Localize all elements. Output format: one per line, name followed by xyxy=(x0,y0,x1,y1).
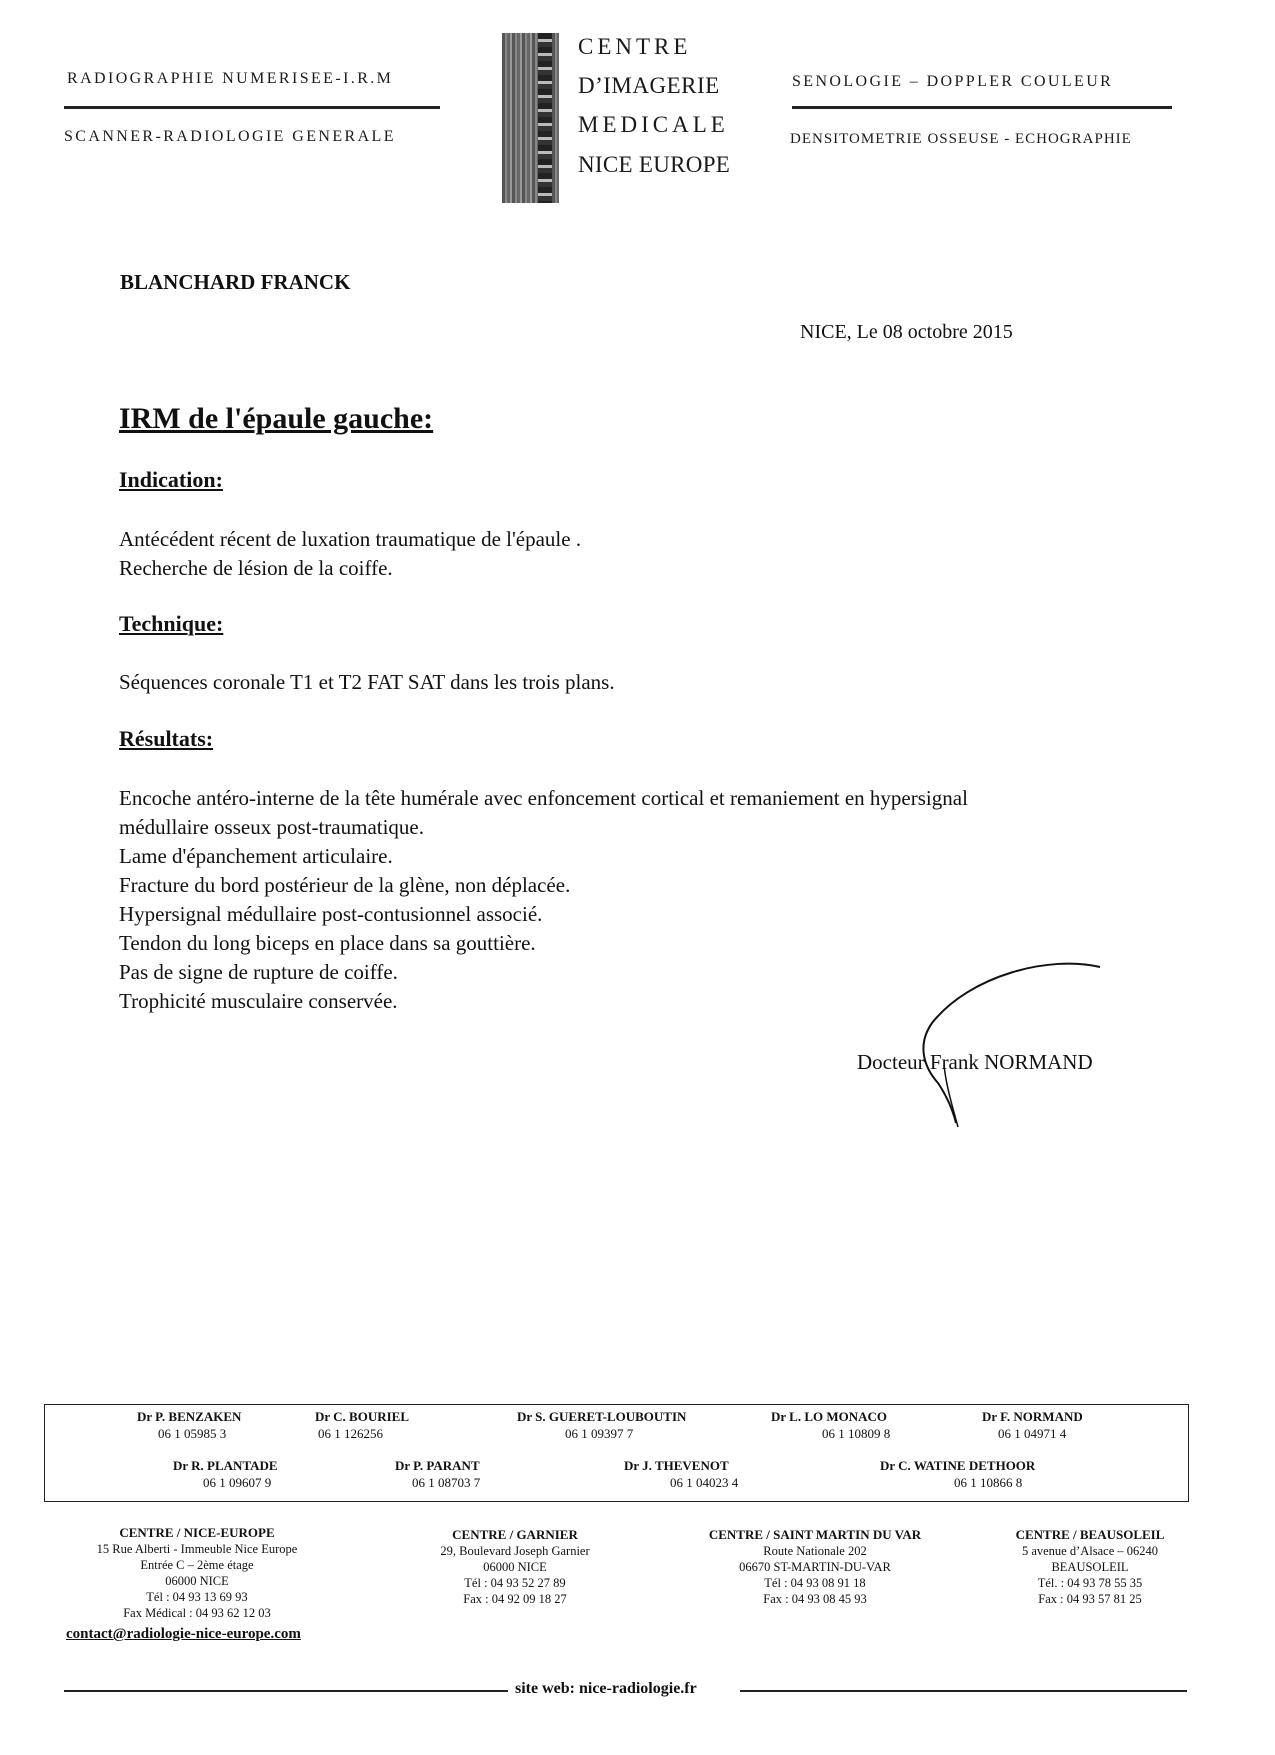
result-line: Tendon du long biceps en place dans sa gouttière. xyxy=(119,931,536,955)
centre-heading: CENTRE / BEAUSOLEIL xyxy=(1015,1527,1165,1542)
address-line: Tél. : 04 93 78 55 35 xyxy=(1037,1576,1143,1590)
centre-address-saint-martin xyxy=(680,1527,950,1607)
header-right-divider xyxy=(792,106,1172,109)
centre-logo xyxy=(502,33,559,203)
address-line: Fax : 04 92 09 18 27 xyxy=(463,1592,567,1606)
doctor-number: 06 1 08703 7 xyxy=(412,1475,481,1490)
doctor-number: 06 1 10809 8 xyxy=(822,1426,891,1441)
doctor-number: 06 1 09397 7 xyxy=(565,1426,634,1441)
doctor-name: Dr P. PARANT xyxy=(395,1458,480,1473)
centre-address-beausoleil xyxy=(985,1527,1195,1607)
doctor-name: Dr F. NORMAND xyxy=(982,1409,1083,1424)
centre-line-1: CENTRE xyxy=(578,34,692,59)
centre-line-3: MEDICALE xyxy=(578,112,729,137)
address-line: BEAUSOLEIL xyxy=(1051,1560,1129,1574)
doctor-number: 06 1 10866 8 xyxy=(954,1475,1023,1490)
result-line: Hypersignal médullaire post-contusionnel associé. xyxy=(119,902,543,926)
doctor-name: Dr P. BENZAKEN xyxy=(137,1409,242,1424)
centre-line-4: NICE EUROPE xyxy=(578,152,731,177)
header-right-bottom: DENSITOMETRIE OSSEUSE - ECHOGRAPHIE xyxy=(790,131,1132,147)
header-left-bottom: SCANNER-RADIOLOGIE GENERALE xyxy=(64,128,396,145)
address-line: Route Nationale 202 xyxy=(763,1544,867,1558)
handwritten-signature xyxy=(900,955,1120,1135)
doctor-name: Dr J. THEVENOT xyxy=(624,1458,729,1473)
report-date: NICE, Le 08 octobre 2015 xyxy=(800,321,1013,343)
header-left-divider xyxy=(64,106,440,109)
result-line: Trophicité musculaire conservée. xyxy=(119,989,398,1013)
centre-address-nice-europe xyxy=(72,1525,322,1621)
doctor-number: 06 1 05985 3 xyxy=(158,1426,227,1441)
footer-divider-left xyxy=(64,1690,508,1692)
doctor-number: 06 1 126256 xyxy=(318,1426,383,1441)
doctor-number: 06 1 09607 9 xyxy=(203,1475,272,1490)
centre-heading: CENTRE / GARNIER xyxy=(452,1527,578,1542)
section-heading-technique: Technique: xyxy=(119,611,224,636)
indication-line: Antécédent récent de luxation traumatique de l'épaule . xyxy=(119,527,582,551)
doctor-name: Dr C. BOURIEL xyxy=(315,1409,410,1424)
address-line: 29, Boulevard Joseph Garnier xyxy=(440,1544,590,1558)
address-line: Fax : 04 93 08 45 93 xyxy=(763,1592,867,1606)
address-line: Tél : 04 93 13 69 93 xyxy=(146,1590,248,1604)
report-title: IRM de l'épaule gauche: xyxy=(119,402,434,435)
result-line: Lame d'épanchement articulaire. xyxy=(119,844,393,868)
footer-divider-right xyxy=(740,1690,1187,1692)
address-line: Fax : 04 93 57 81 25 xyxy=(1038,1592,1142,1606)
address-line: 06000 NICE xyxy=(483,1560,547,1574)
technique-line: Séquences coronale T1 et T2 FAT SAT dans les trois plans. xyxy=(119,670,615,694)
website-link[interactable]: site web: nice-radiologie.fr xyxy=(515,1680,697,1697)
result-line: Pas de signe de rupture de coiffe. xyxy=(119,960,398,984)
result-line: Encoche antéro-interne de la tête humérale avec enfoncement cortical et remaniement en hypersignal xyxy=(119,786,968,810)
address-line: Tél : 04 93 08 91 18 xyxy=(764,1576,866,1590)
header-left-top: RADIOGRAPHIE NUMERISEE-I.R.M xyxy=(67,70,394,87)
centre-heading: CENTRE / SAINT MARTIN DU VAR xyxy=(708,1527,922,1542)
address-line: 15 Rue Alberti - Immeuble Nice Europe xyxy=(96,1542,298,1556)
doctor-name: Dr S. GUERET-LOUBOUTIN xyxy=(517,1409,687,1424)
centre-address-garnier xyxy=(400,1527,630,1607)
section-heading-resultats: Résultats: xyxy=(119,726,214,751)
address-line: 5 avenue d’Alsace – 06240 xyxy=(1021,1544,1159,1558)
section-heading-indication: Indication: xyxy=(119,467,223,492)
doctor-name: Dr R. PLANTADE xyxy=(173,1458,278,1473)
address-line: Entrée C – 2ème étage xyxy=(140,1558,254,1572)
doctor-name: Dr C. WATINE DETHOOR xyxy=(880,1458,1036,1473)
address-line: Tél : 04 93 52 27 89 xyxy=(464,1576,566,1590)
contact-email[interactable]: contact@radiologie-nice-europe.com xyxy=(66,1626,301,1642)
doctor-name: Dr L. LO MONACO xyxy=(771,1409,888,1424)
doctor-number: 06 1 04971 4 xyxy=(998,1426,1067,1441)
address-line: 06000 NICE xyxy=(165,1574,229,1588)
doctor-number: 06 1 04023 4 xyxy=(670,1475,739,1490)
header-right-top: SENOLOGIE – DOPPLER COULEUR xyxy=(792,73,1114,90)
patient-name: BLANCHARD FRANCK xyxy=(120,270,351,294)
result-line: Fracture du bord postérieur de la glène, non déplacée. xyxy=(119,873,571,897)
centre-line-2: D’IMAGERIE xyxy=(578,73,720,98)
result-line: médullaire osseux post-traumatique. xyxy=(119,815,425,839)
signature-name: Docteur Frank NORMAND xyxy=(857,1050,1093,1074)
indication-line: Recherche de lésion de la coiffe. xyxy=(119,556,393,580)
address-line: 06670 ST-MARTIN-DU-VAR xyxy=(739,1560,891,1574)
address-line: Fax Médical : 04 93 62 12 03 xyxy=(123,1606,271,1620)
centre-heading: CENTRE / NICE-EUROPE xyxy=(119,1525,275,1540)
